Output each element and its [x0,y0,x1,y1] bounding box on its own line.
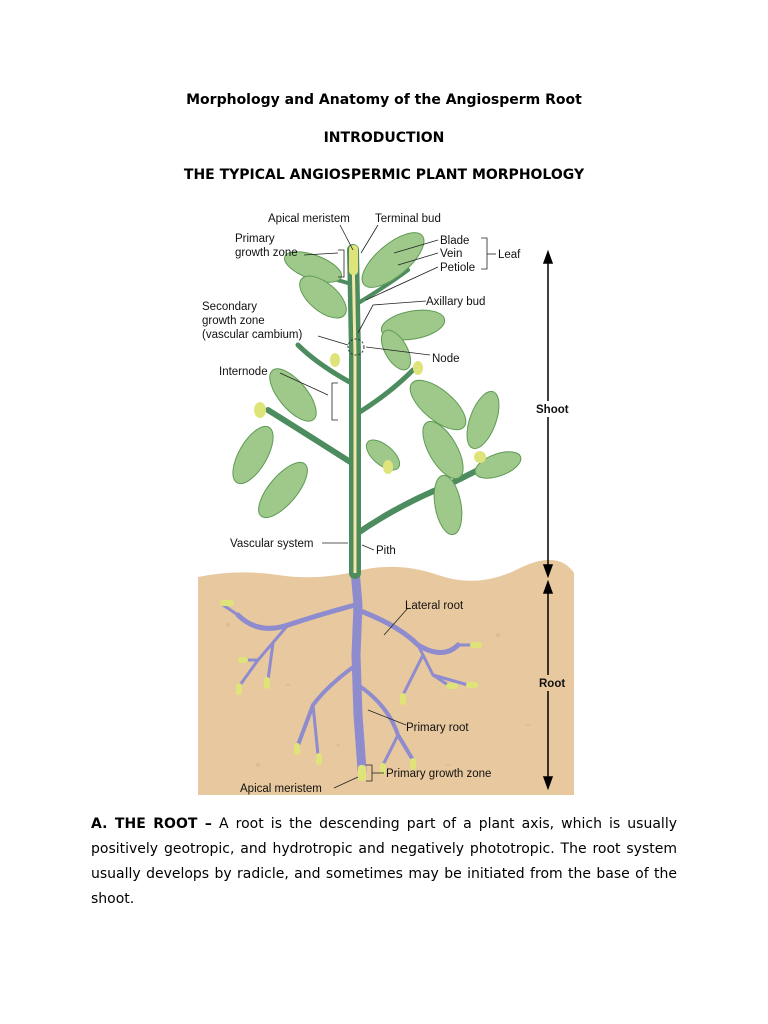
root-paragraph [91,812,677,912]
page-title: Morphology and Anatomy of the Angiosperm Root [186,92,582,108]
label-vascular-system: Vascular system [230,538,314,550]
label-apical-meristem-top: Apical meristem [268,213,350,225]
plant-morphology-figure [198,205,574,795]
label-secondary-growth-3: (vascular cambium) [202,329,303,341]
label-node: Node [432,353,460,365]
label-vein: Vein [440,248,463,260]
label-axillary-bud: Axillary bud [426,296,486,308]
intro-heading: INTRODUCTION [323,130,445,146]
paragraph-text: A root is the descending part of a plant axis, which is usually positively geotropic, and hydrotropic and negatively phototropic. The root system usually develops by radicle, and sometimes may be initiated from the base of the shoot. [91,816,677,907]
label-petiole: Petiole [440,262,476,274]
label-primary-growth-zone-1: Primary [235,233,275,245]
label-primary-growth-zone-bottom: Primary growth zone [386,768,492,780]
section-heading: THE TYPICAL ANGIOSPERMIC PLANT MORPHOLOGY [183,167,585,183]
leaves [225,223,524,536]
label-primary-growth-zone-2: growth zone [235,247,298,259]
paragraph-lead: A. THE ROOT – [91,816,212,832]
label-secondary-growth-1: Secondary [202,301,257,313]
label-terminal-bud: Terminal bud [375,213,441,225]
label-shoot: Shoot [536,404,569,416]
label-leaf: Leaf [498,249,521,261]
label-lateral-root: Lateral root [405,600,464,612]
label-primary-root: Primary root [406,722,469,734]
label-apical-meristem-bottom: Apical meristem [240,783,322,795]
label-blade: Blade [440,235,470,247]
label-root: Root [539,678,566,690]
label-internode: Internode [219,366,268,378]
label-pith: Pith [376,545,396,557]
label-secondary-growth-2: growth zone [202,315,265,327]
